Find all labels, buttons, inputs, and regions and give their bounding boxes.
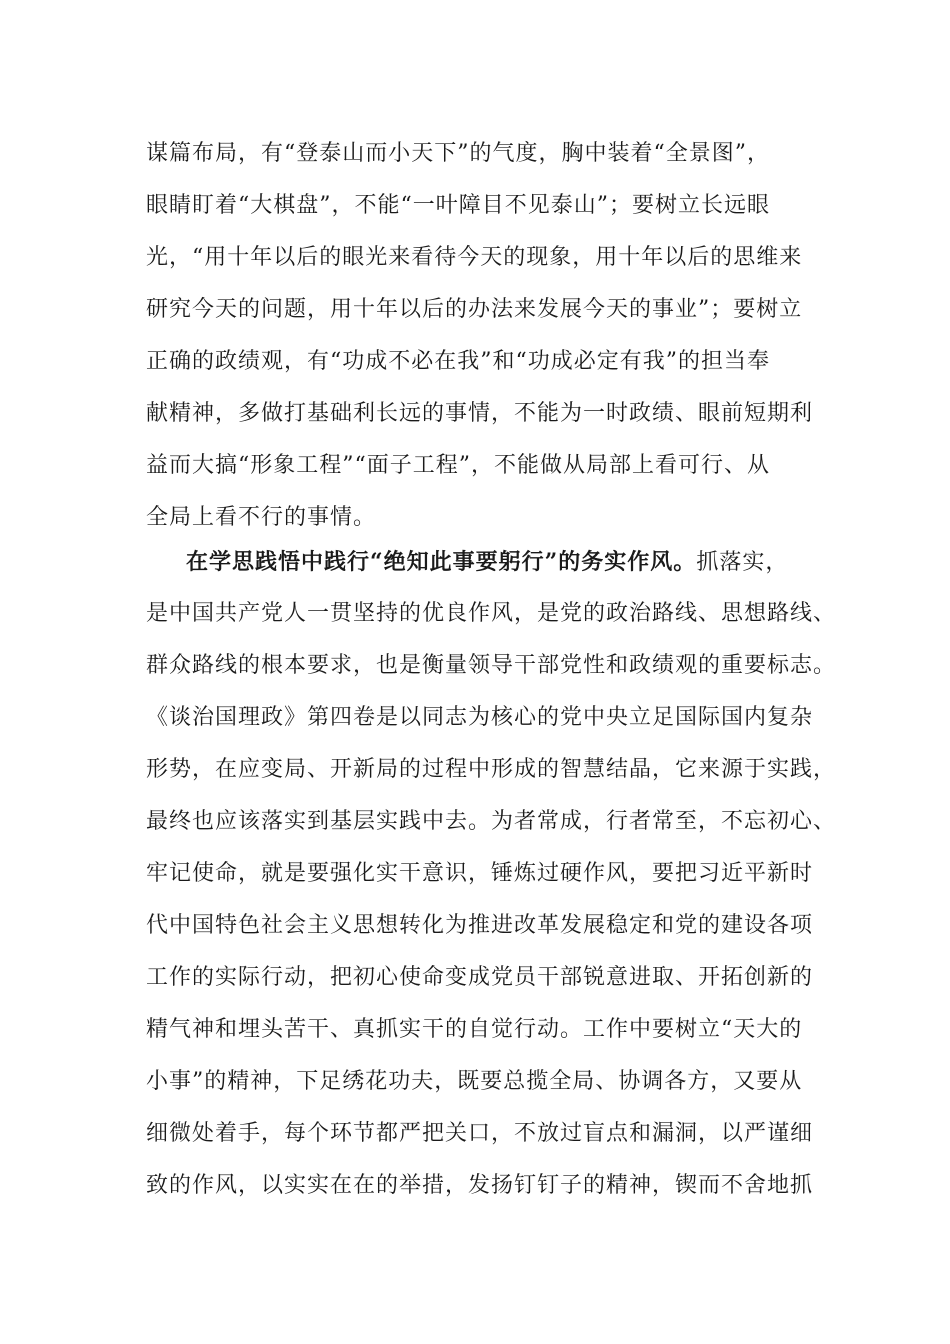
paragraph-2 xyxy=(146,536,837,1212)
paragraph-line: 眼睛盯着“大棋盘”，不能“一叶障目不见泰山”；要树立长远眼 xyxy=(146,193,770,218)
paragraph-line: 小事”的精神，下足绣花功夫，既要总揽全局、协调各方，又要从 xyxy=(146,1069,803,1094)
paragraph-line: 工作的实际行动，把初心使命变成党员干部锐意进取、开拓创新的 xyxy=(146,965,814,990)
paragraph-line: 正确的政绩观，有“功成不必在我”和“功成必定有我”的担当奉 xyxy=(146,349,770,374)
paragraph-line: 致的作风，以实实在在的举措，发扬钉钉子的精神，锲而不舍地抓 xyxy=(146,1173,814,1198)
paragraph-heading: 在学思践悟中践行“绝知此事要躬行”的务实作风。 xyxy=(186,549,697,575)
paragraph-line: 全局上看不行的事情。 xyxy=(146,505,377,530)
paragraph-line: 《谈治国理政》第四卷是以同志为核心的党中央立足国际国内复杂 xyxy=(146,705,814,730)
paragraph-line: 研究今天的问题，用十年以后的办法来发展今天的事业”；要树立 xyxy=(146,297,803,322)
paragraph-line: 光，“用十年以后的眼光来看待今天的现象，用十年以后的思维来 xyxy=(146,245,803,270)
paragraph-line: 益而大搞“形象工程”“面子工程”，不能做从局部上看可行、从 xyxy=(146,453,770,478)
paragraph-line: 是中国共产党人一贯坚持的优良作风，是党的政治路线、思想路线、 xyxy=(146,601,837,626)
paragraph-line: 代中国特色社会主义思想转化为推进改革发展稳定和党的建设各项 xyxy=(146,913,814,938)
paragraph-first-line-rest: 抓落实， xyxy=(696,550,789,575)
paragraph-line: 牢记使命，就是要强化实干意识，锤炼过硬作风，要把习近平新时 xyxy=(146,861,814,886)
paragraph-1 xyxy=(146,128,814,544)
paragraph-line: 精气神和埋头苦干、真抓实干的自觉行动。工作中要树立“天大的 xyxy=(146,1017,803,1042)
paragraph-line: 谋篇布局，有“登泰山而小天下”的气度，胸中装着“全景图”， xyxy=(146,141,770,166)
paragraph-line: 最终也应该落实到基层实践中去。为者常成，行者常至，不忘初心、 xyxy=(146,809,837,834)
paragraph-line: 献精神，多做打基础利长远的事情，不能为一时政绩、眼前短期利 xyxy=(146,401,814,426)
paragraph-first-line xyxy=(146,536,806,588)
paragraph-line: 群众路线的根本要求，也是衡量领导干部党性和政绩观的重要标志。 xyxy=(146,653,837,678)
paragraph-line: 细微处着手，每个环节都严把关口，不放过盲点和漏洞，以严谨细 xyxy=(146,1121,814,1146)
paragraph-line: 形势，在应变局、开新局的过程中形成的智慧结晶，它来源于实践， xyxy=(146,757,837,782)
